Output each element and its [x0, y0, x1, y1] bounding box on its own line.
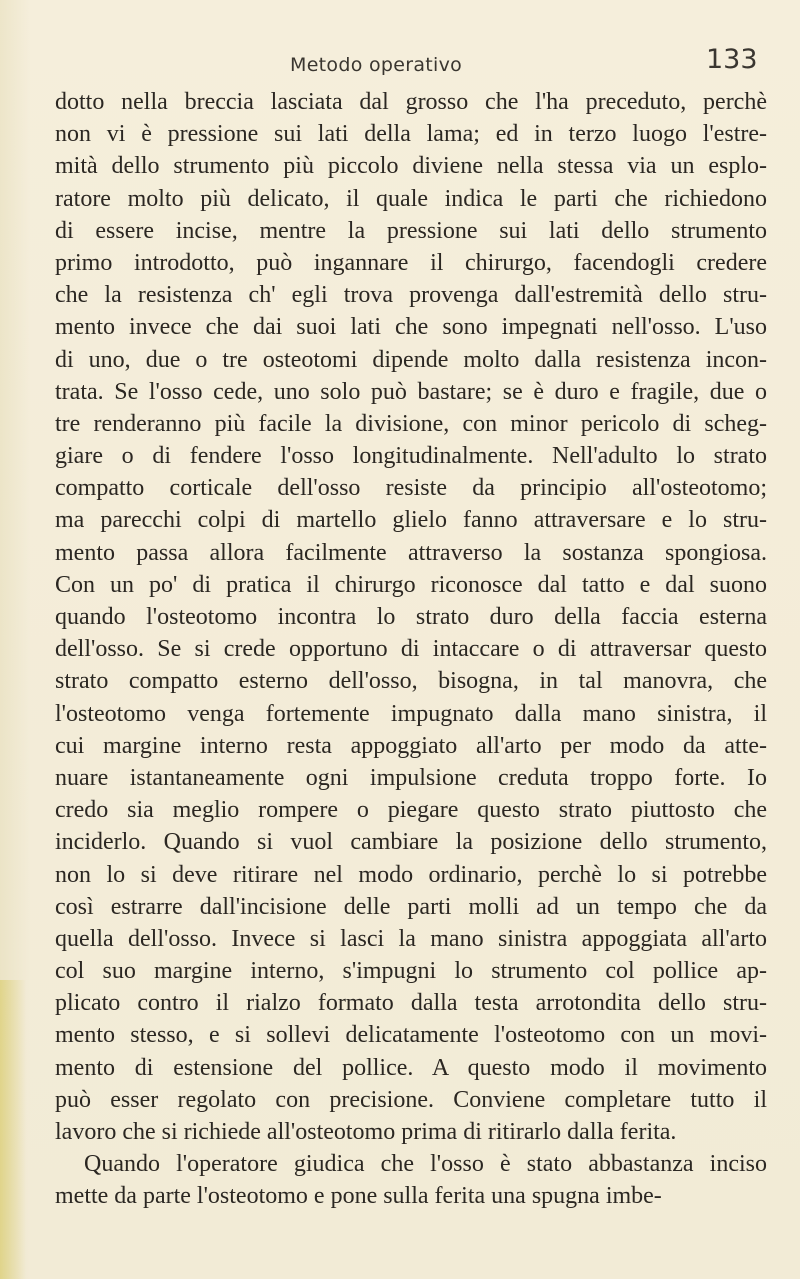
text-line: di essere incise, mentre la pressione sui lati dello strumento — [55, 217, 767, 244]
text-line: plicato contro il rialzo formato dalla testa arrotondita dello stru- — [55, 990, 767, 1017]
text-line: quella dell'osso. Invece si lasci la mano sinistra appoggiata all'arto — [55, 925, 767, 952]
text-line: mette da parte l'osteotomo e pone sulla ferita una spugna imbe- — [55, 1183, 662, 1210]
text-line: non lo si deve ritirare nel modo ordinario, perchè lo si potrebbe — [55, 861, 767, 888]
text-line: mento di estensione del pollice. A questo modo il movimento — [55, 1054, 767, 1081]
running-title: Metodo operativo — [290, 54, 463, 76]
text-line: ma parecchi colpi di martello glielo fanno attraversare e lo stru- — [55, 507, 767, 534]
text-line: dotto nella breccia lasciata dal grosso che l'ha preceduto, perchè — [55, 89, 767, 115]
page-edge-stain — [0, 980, 26, 1279]
paragraph-1 — [55, 86, 767, 1148]
text-line: Con un po' di pratica il chirurgo riconosce dal tatto e dal suono — [55, 571, 767, 598]
text-line: mento passa allora facilmente attraverso la sostanza spongiosa. — [55, 539, 767, 566]
text-line: strato compatto esterno dell'osso, bisogna, in tal manovra, che — [55, 668, 767, 695]
text-line: quando l'osteotomo incontra lo strato duro della faccia esterna — [55, 604, 767, 630]
text-line: lavoro che si richiede all'osteotomo prima di ritirarlo dalla ferita. — [55, 1119, 677, 1145]
text-line: mento invece che dai suoi lati che sono impegnati nell'osso. L'uso — [55, 314, 767, 341]
body-text — [55, 86, 767, 1213]
text-line: mento stesso, e si sollevi delicatamente l'osteotomo con un movi- — [55, 1022, 767, 1049]
text-line: giare o di fendere l'osso longitudinalmente. Nell'adulto lo strato — [55, 443, 767, 470]
text-line: che la resistenza ch' egli trova provenga dall'estremità dello stru- — [55, 282, 767, 309]
text-line: inciderlo. Quando si vuol cambiare la posizione dello strumento, — [55, 829, 767, 856]
text-line: Quando l'operatore giudica che l'osso è stato abbastanza inciso — [84, 1151, 767, 1178]
text-line: mità dello strumento più piccolo diviene nella stessa via un esplo- — [55, 153, 767, 180]
text-line: così estrarre dall'incisione delle parti molli ad un tempo che da — [55, 893, 767, 920]
text-line: cui margine interno resta appoggiato all'arto per modo da atte- — [55, 732, 767, 759]
text-line: credo sia meglio rompere o piegare questo strato piuttosto che — [55, 797, 767, 824]
text-line: di uno, due o tre osteotomi dipende molto dalla resistenza incon- — [55, 346, 767, 373]
text-line: primo introdotto, può ingannare il chirurgo, facendogli credere — [55, 249, 767, 276]
page-number: 133 — [706, 44, 758, 75]
text-line: tre renderanno più facile la divisione, con minor pericolo di scheg- — [55, 410, 767, 437]
text-line: nuare istantaneamente ogni impulsione creduta troppo forte. Io — [55, 764, 767, 791]
paragraph-2 — [55, 1148, 767, 1212]
text-line: l'osteotomo venga fortemente impugnato dalla mano sinistra, il — [55, 700, 767, 727]
text-line: col suo margine interno, s'impugni lo strumento col pollice ap- — [55, 958, 767, 985]
text-line: non vi è pressione sui lati della lama; ed in terzo luogo l'estre- — [55, 121, 767, 148]
running-head — [0, 44, 800, 84]
text-line: compatto corticale dell'osso resiste da principio all'osteotomo; — [55, 475, 767, 502]
text-line: dell'osso. Se si crede opportuno di intaccare o di attraversar questo — [55, 636, 767, 663]
text-line: può esser regolato con precisione. Conviene completare tutto il — [55, 1086, 767, 1113]
text-line: trata. Se l'osso cede, uno solo può bastare; se è duro e fragile, due o — [55, 378, 767, 405]
text-line: ratore molto più delicato, il quale indica le parti che richiedono — [55, 185, 767, 212]
